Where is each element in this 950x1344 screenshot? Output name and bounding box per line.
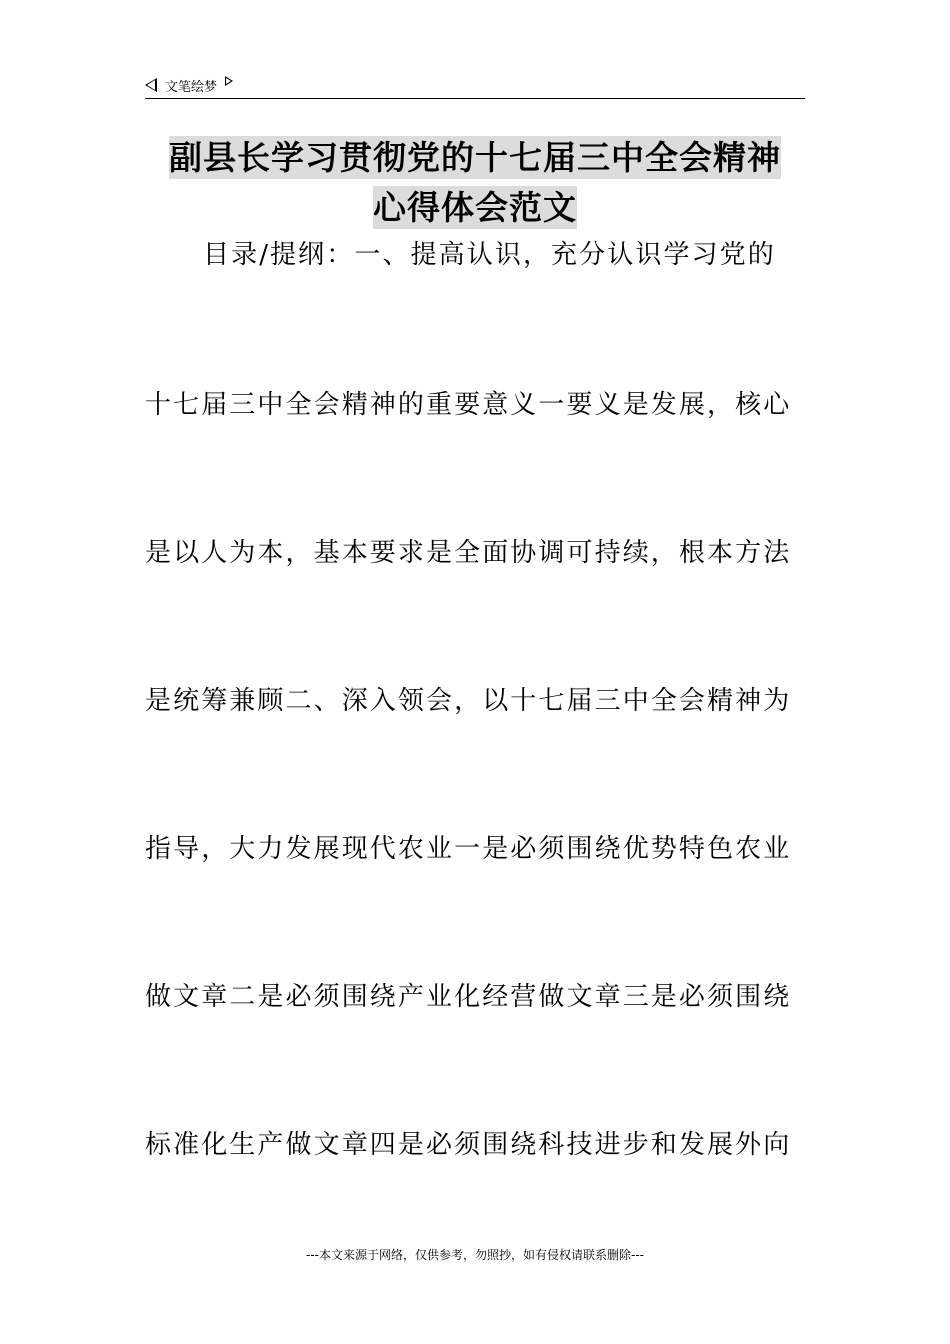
- document-title-line-2: [145, 182, 805, 229]
- title-line-1-text: 副县长学习贯彻党的十七届三中全会精神: [169, 138, 781, 177]
- body-line: 目录/提纲：一、提高认识，充分认识学习党的: [203, 240, 776, 270]
- body-line: 是统筹兼顾二、深入领会，以十七届三中全会精神为: [145, 686, 792, 716]
- document-title-line-1: [145, 132, 805, 179]
- right-triangle-icon: [225, 76, 233, 86]
- title-line-2-text: 心得体会范文: [373, 188, 577, 227]
- body-line: 标准化生产做文章四是必须围绕科技进步和发展外向: [145, 1130, 792, 1160]
- header-brand: 文笔绘梦: [165, 79, 218, 95]
- body-line: 指导，大力发展现代农业一是必须围绕优势特色农业: [145, 834, 792, 864]
- left-triangle-icon: [145, 78, 157, 92]
- body-line: 是以人为本，基本要求是全面协调可持续，根本方法: [145, 538, 792, 568]
- page-header: [145, 72, 805, 99]
- page-footer: ---本文来源于网络，仅供参考，勿照抄，如有侵权请联系删除---: [306, 1248, 644, 1262]
- body-line: 十七届三中全会精神的重要意义一要义是发展，核心: [145, 390, 792, 420]
- body-line: 做文章二是必须围绕产业化经营做文章三是必须围绕: [145, 982, 792, 1012]
